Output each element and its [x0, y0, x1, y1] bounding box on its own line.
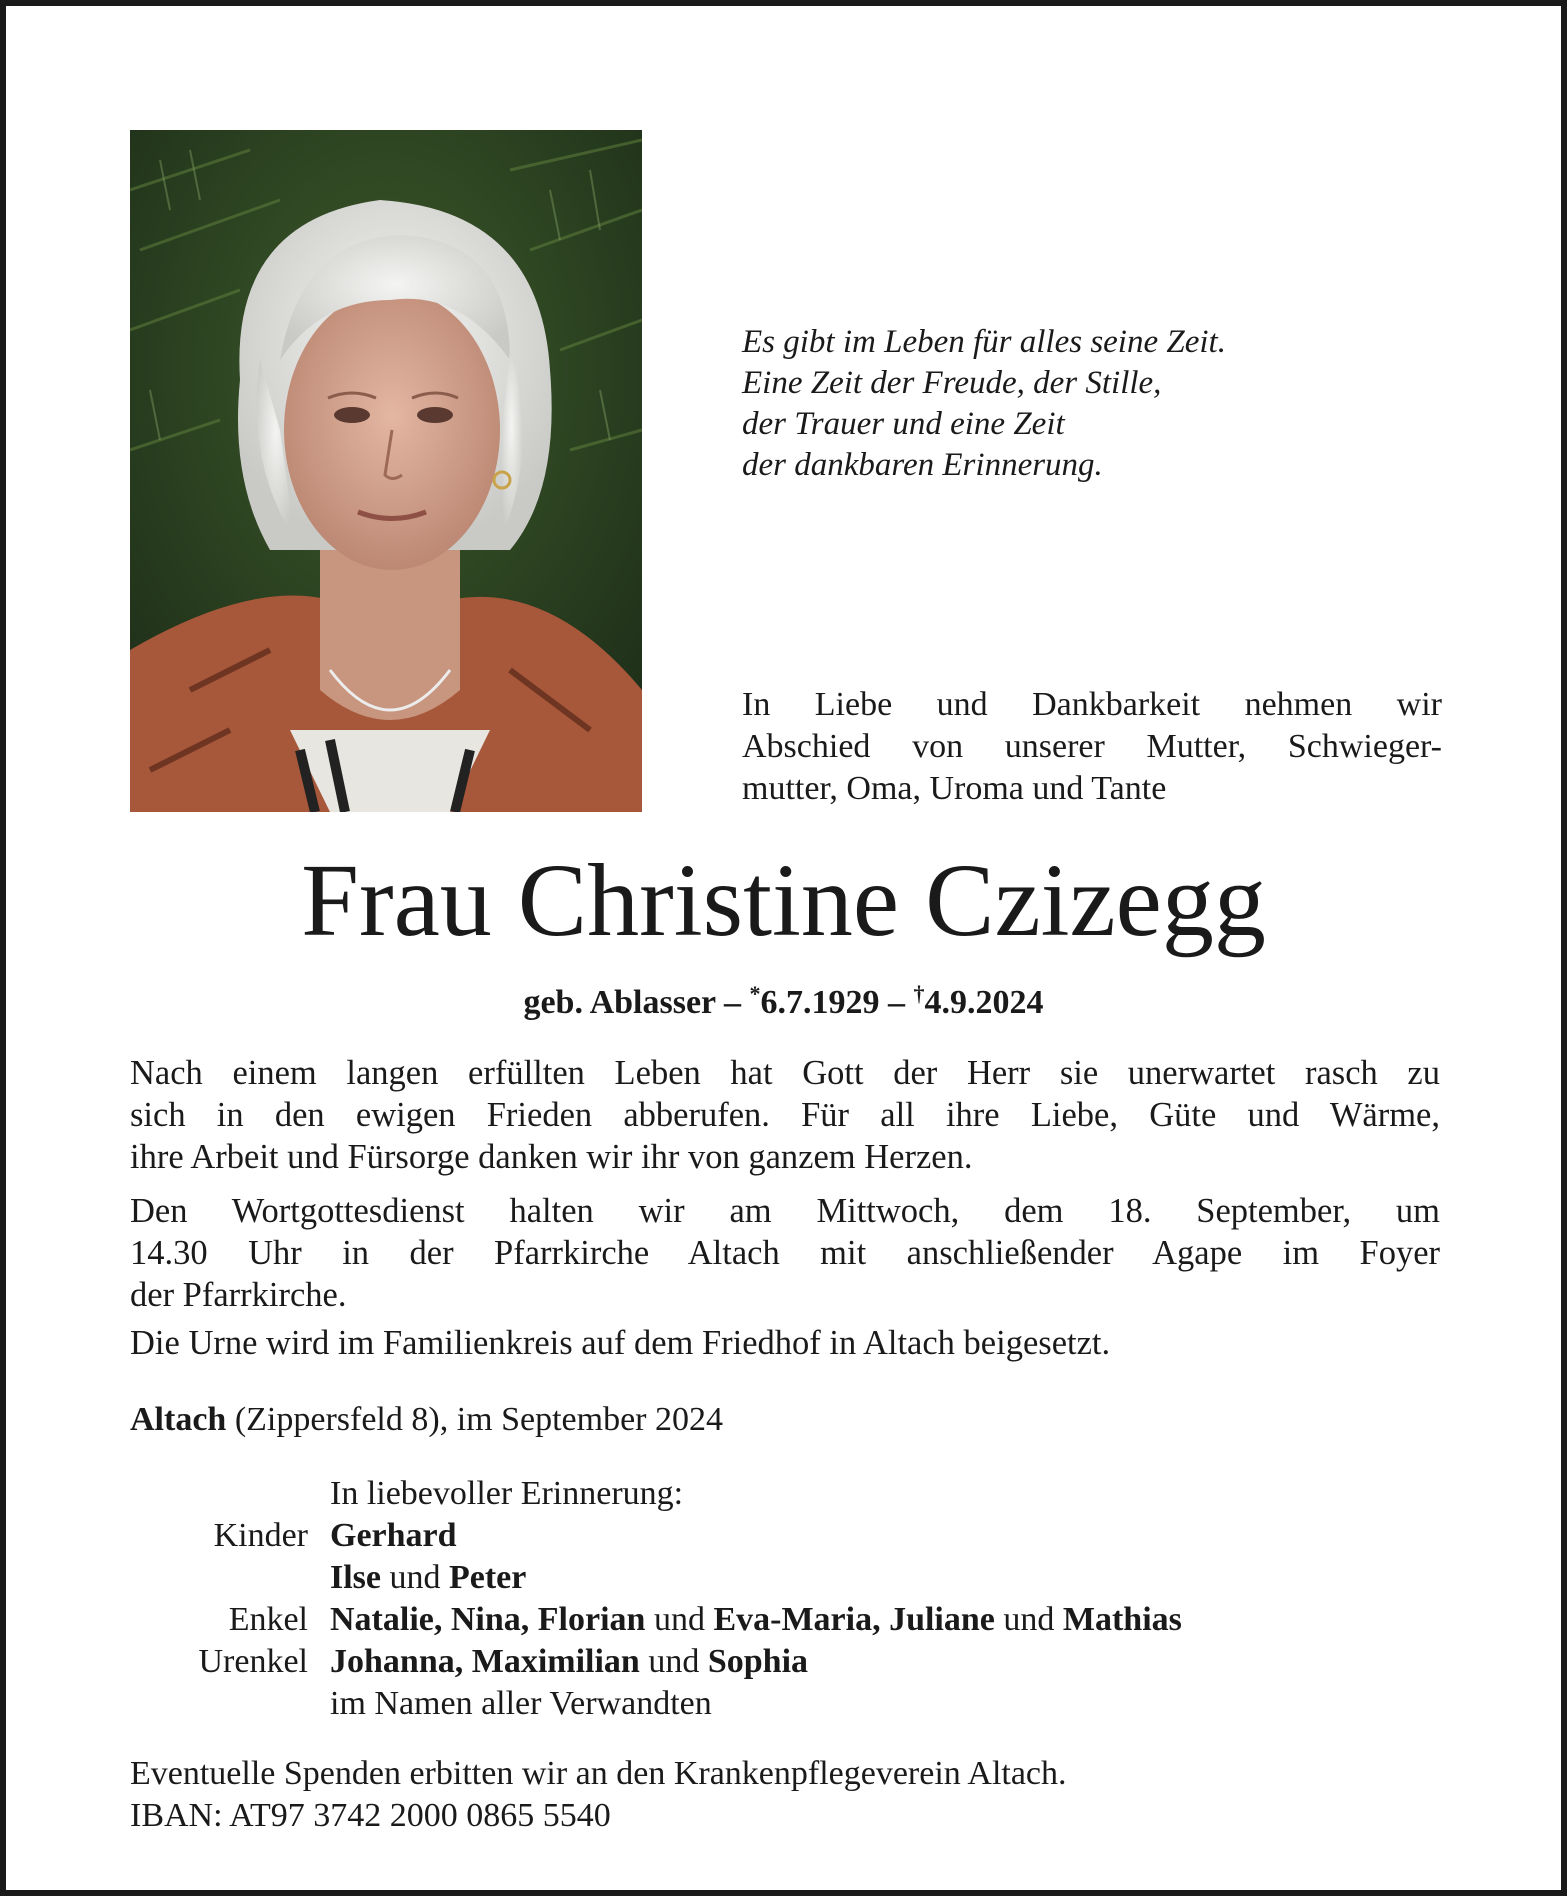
intro-line: Abschied von unserer Mutter, Schwieger-: [742, 728, 1442, 765]
birth-symbol: *: [749, 981, 761, 1006]
intro-line: mutter, Oma, Uroma und Tante: [742, 770, 1167, 807]
paragraph-service: [130, 1190, 1440, 1316]
paragraph-line: 14.30 Uhr in der Pfarrkirche Altach mit anschließender Agape im Foyer: [130, 1234, 1440, 1272]
poem: [742, 322, 1462, 486]
label-enkel: Enkel: [228, 1601, 308, 1638]
birth-date: 6.7.1929: [760, 984, 880, 1021]
mourners-heading: In liebevoller Erinnerung:: [330, 1475, 684, 1512]
great-grandchildren-names: Sophia: [707, 1643, 809, 1680]
label-urenkel: Urenkel: [198, 1643, 308, 1680]
donation-note: [130, 1753, 1067, 1837]
paragraph-burial: [130, 1322, 1440, 1364]
iban-line: IBAN: AT97 3742 2000 0865 5540: [130, 1797, 611, 1834]
deceased-name: Frau Christine Czizegg: [301, 843, 1266, 958]
paragraph-line: sich in den ewigen Frieden abberufen. Für all ihre Liebe, Güte und Wärme,: [130, 1096, 1440, 1134]
conjunction: und: [639, 1643, 708, 1680]
paragraph-line: Nach einem langen erfüllten Leben hat Gott der Herr sie unerwartet rasch zu: [130, 1054, 1440, 1092]
place-date: [130, 1399, 723, 1441]
conjunction: und: [994, 1601, 1063, 1638]
paragraph-tribute: [130, 1052, 1440, 1178]
child-name: Ilse: [330, 1559, 381, 1596]
address-date: (Zippersfeld 8), im September 2024: [226, 1401, 723, 1438]
death-symbol: †: [913, 981, 925, 1006]
paragraph-line: Den Wortgottesdienst halten wir am Mittwoch, dem 18. September, um: [130, 1192, 1440, 1230]
conjunction: und: [381, 1559, 449, 1596]
intro-line: In Liebe und Dankbarkeit nehmen wir: [742, 686, 1442, 723]
label-kinder: Kinder: [213, 1517, 308, 1554]
great-grandchildren-names: Johanna, Maximilian: [330, 1643, 640, 1680]
grandchildren-names: Mathias: [1062, 1601, 1182, 1638]
farewell-intro: [742, 684, 1442, 810]
donation-line: Eventuelle Spenden erbitten wir an den Krankenpflegeverein Altach.: [130, 1755, 1067, 1792]
town: Altach: [130, 1401, 227, 1438]
dash: –: [724, 984, 742, 1021]
poem-line: der Trauer und eine Zeit: [742, 406, 1065, 442]
life-dates: [0, 973, 1567, 1024]
relatives-note: im Namen aller Verwandten: [330, 1685, 712, 1722]
poem-line: Eine Zeit der Freude, der Stille,: [742, 365, 1162, 401]
poem-line: der dankbaren Erinnerung.: [742, 447, 1103, 483]
poem-line: Es gibt im Leben für alles seine Zeit.: [742, 324, 1226, 360]
portrait-photo: [130, 130, 642, 812]
child-name: Gerhard: [330, 1517, 457, 1554]
paragraph-line: der Pfarrkirche.: [130, 1276, 347, 1314]
child-name: Peter: [449, 1559, 527, 1596]
mourners-list: [130, 1473, 1460, 1725]
paragraph-line: ihre Arbeit und Fürsorge danken wir ihr von ganzem Herzen.: [130, 1138, 973, 1176]
conjunction: und: [645, 1601, 714, 1638]
paragraph-line: Die Urne wird im Familienkreis auf dem Friedhof in Altach beigesetzt.: [130, 1324, 1111, 1362]
birth-name: geb. Ablasser: [523, 984, 716, 1021]
portrait-image: [130, 130, 642, 812]
dash: –: [888, 984, 906, 1021]
grandchildren-names: Natalie, Nina, Florian: [330, 1601, 646, 1638]
death-date: 4.9.2024: [924, 984, 1044, 1021]
grandchildren-names: Eva-Maria, Juliane: [713, 1601, 995, 1638]
